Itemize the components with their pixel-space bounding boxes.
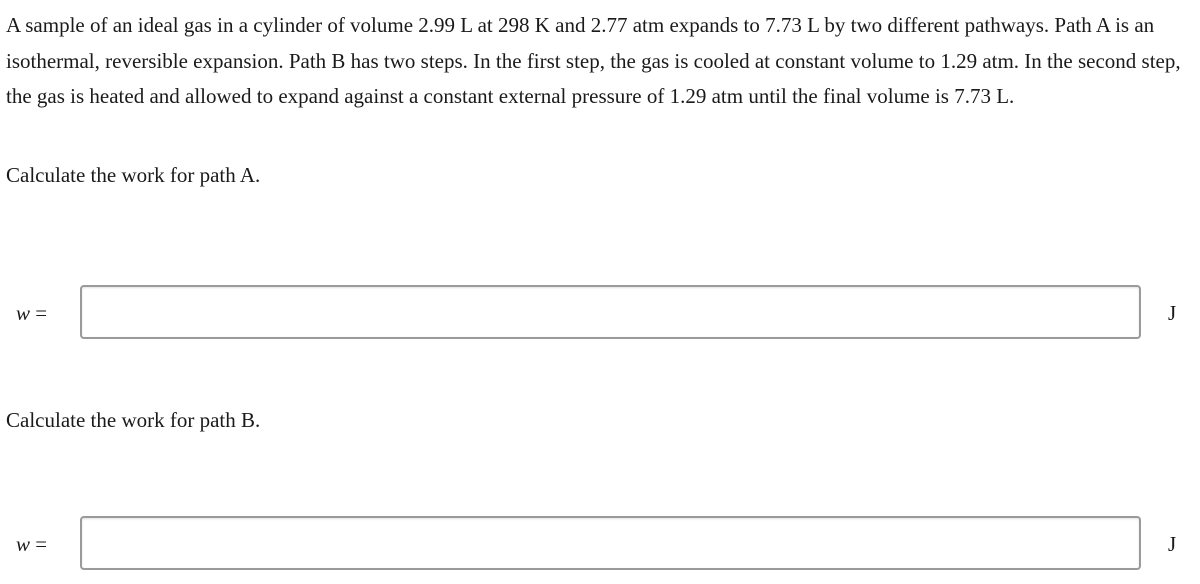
answer-row-path-b [0, 516, 1200, 570]
unit-label: J [1168, 301, 1177, 325]
answer-row-path-a [0, 285, 1200, 339]
work-variable-label [16, 532, 47, 556]
work-path-b-input[interactable] [80, 516, 1141, 570]
variable-symbol: w [16, 532, 31, 556]
work-path-a-input[interactable] [80, 285, 1141, 339]
problem-statement: A sample of an ideal gas in a cylinder of volume 2.99 L at 298 K and 2.77 atm expands to 7.73 L by two different pathways. Path A is an isothermal, reversible expansion. Path B has two steps. In the first step, the gas is cooled at constant volume to 1.29 atm. In the second step, the gas is heated and allowed to expand against a constant external pressure of 1.29 atm until the final volume is 7.73 L. [6, 13, 1181, 108]
variable-symbol: w [16, 301, 31, 325]
equals-sign: = [35, 532, 48, 556]
unit-label: J [1168, 532, 1177, 556]
question-path-b: Calculate the work for path B. [6, 408, 261, 432]
equals-sign: = [35, 301, 48, 325]
question-path-a: Calculate the work for path A. [6, 163, 261, 187]
work-variable-label [16, 301, 47, 325]
